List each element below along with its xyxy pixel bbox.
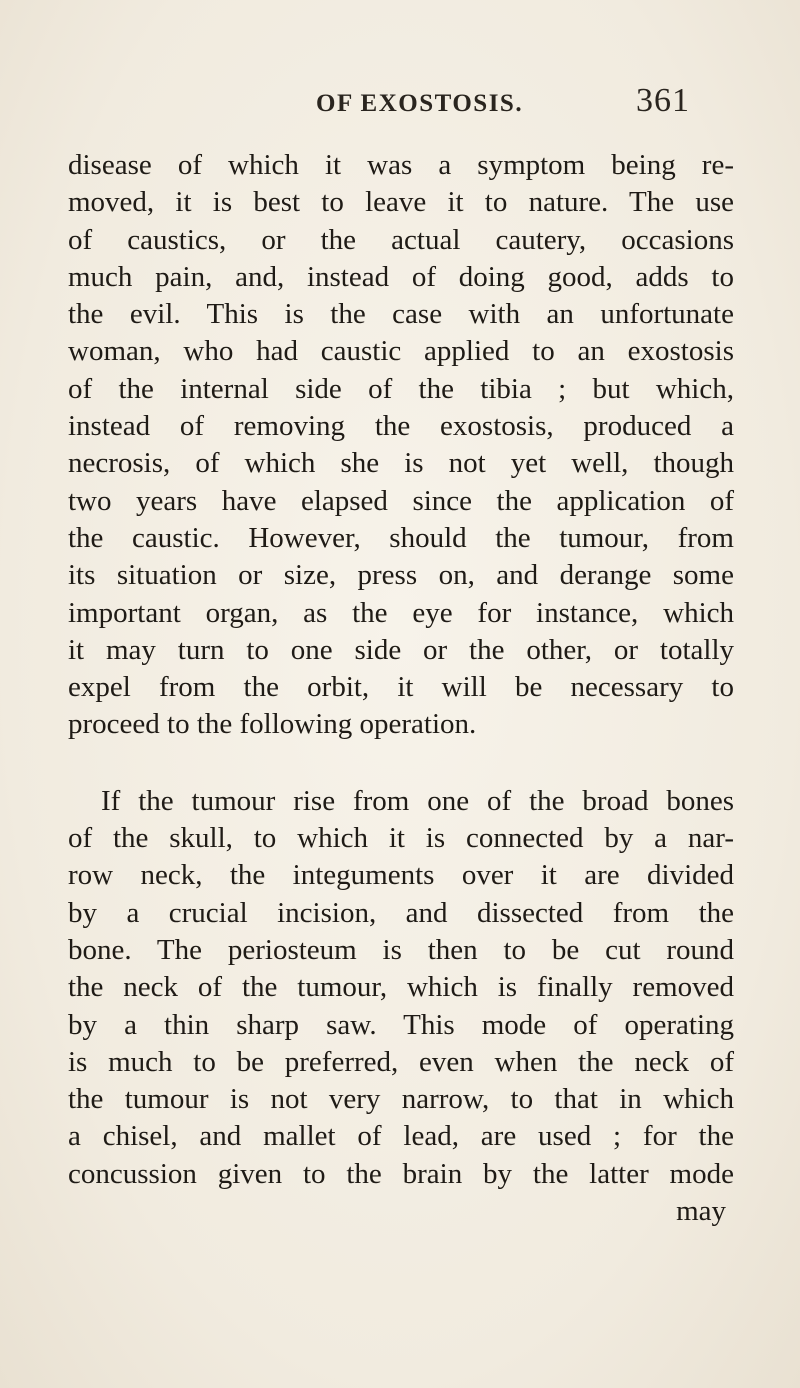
text-line: instead of removing the exostosis, produced a [68,410,734,443]
text-line: woman, who had caustic applied to an exostosis [68,335,734,368]
running-head: OF EXOSTOSIS. [316,90,524,117]
text-line: bone. The periosteum is then to be cut round [68,933,734,966]
text-line: the evil. This is the case with an unfortunate [68,298,734,331]
text-line: by a crucial incision, and dissected from the [68,896,734,929]
text-line: important organ, as the eye for instance, which [68,596,734,629]
text-line: by a thin sharp saw. This mode of operating [68,1008,734,1041]
catchword: may [676,1195,726,1228]
text-line: disease of which it was a symptom being re- [68,149,734,181]
text-line: the caustic. However, should the tumour, from [68,521,734,554]
text-line: of the skull, to which it is connected by a nar- [68,822,734,855]
text-line: of the internal side of the tibia ; but which, [68,372,734,405]
body-text [68,147,734,1230]
page-header [0,82,800,126]
text-line: If the tumour rise from one of the broad bones [101,784,734,817]
text-line: the tumour is not very narrow, to that in which [68,1083,734,1116]
paragraph-2 [68,783,734,1193]
paragraph-1 [68,147,734,744]
text-line: necrosis, of which she is not yet well, though [68,447,734,480]
text-line: expel from the orbit, it will be necessary to [68,671,734,704]
text-line: of caustics, or the actual cautery, occasions [68,223,734,256]
text-line: much pain, and, instead of doing good, adds to [68,260,734,293]
text-line: proceed to the following operation. [68,708,477,741]
text-line: it may turn to one side or the other, or totally [68,633,734,666]
paragraph-gap [68,744,734,783]
page-number: 361 [636,82,690,119]
text-line: a chisel, and mallet of lead, are used ; for the [68,1120,734,1153]
text-line: its situation or size, press on, and derange some [68,559,734,592]
text-line: is much to be preferred, even when the neck of [68,1045,734,1078]
text-line: moved, it is best to leave it to nature. The use [68,186,734,219]
text-line: the neck of the tumour, which is finally removed [68,971,734,1004]
text-line: concussion given to the brain by the latter mode [68,1157,734,1190]
text-line: row neck, the integuments over it are divided [68,859,734,892]
text-line: two years have elapsed since the application of [68,484,734,517]
